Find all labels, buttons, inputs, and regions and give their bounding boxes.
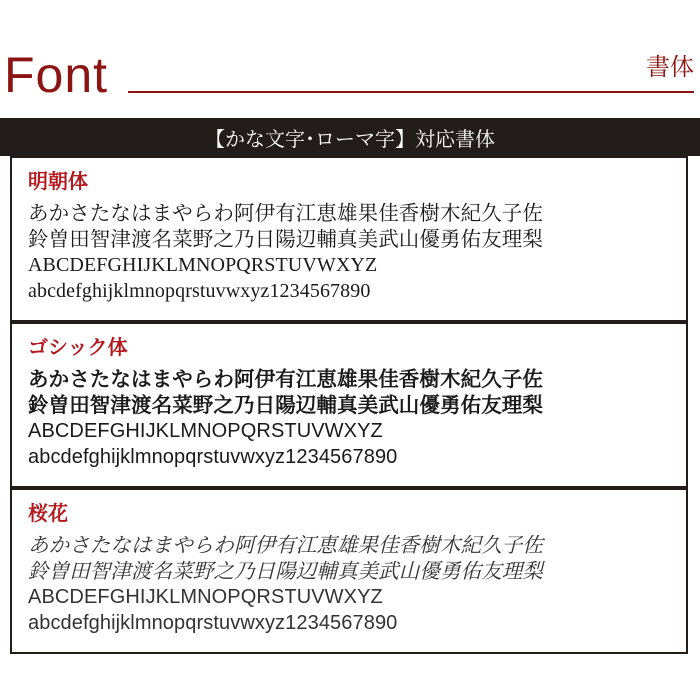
font-panel-gothic [10,322,688,488]
font-name: 桜花 [28,501,68,525]
sample-uppercase-line: ABCDEFGHIJKLMNOPQRSTUVWXYZ [28,586,383,608]
font-name: ゴシック体 [28,335,128,359]
font-name: 明朝体 [28,169,88,193]
banner-text: 【かな文字･ローマ字】対応書体 [205,126,495,151]
page-title: Font [4,47,109,103]
sample-lowercase-line: abcdefghijklmnopqrstuvwxyz1234567890 [28,280,371,302]
sample-kanji-line: 鈴曽田智津渡名菜野之乃日陽辺輔真美武山優勇佑友理梨 [28,559,543,583]
sample-kana-line: あかさたなはまやらわ阿伊有江恵雄果佳香樹木紀久子佐 [28,201,543,225]
page-header [0,0,700,118]
sample-lowercase-line: abcdefghijklmnopqrstuvwxyz1234567890 [28,612,398,634]
header-divider [128,91,694,93]
sample-kana-line: あかさたなはまやらわ阿伊有江恵雄果佳香樹木紀久子佐 [28,533,543,557]
sample-kanji-line: 鈴曽田智津渡名菜野之乃日陽辺輔真美武山優勇佑友理梨 [28,393,543,417]
sample-uppercase-line: ABCDEFGHIJKLMNOPQRSTUVWXYZ [28,420,383,442]
sample-lowercase-line: abcdefghijklmnopqrstuvwxyz1234567890 [28,446,398,468]
page-subtitle: 書体 [646,53,694,81]
font-panel-ouka [10,488,688,654]
sample-kanji-line: 鈴曽田智津渡名菜野之乃日陽辺輔真美武山優勇佑友理梨 [28,227,543,251]
sample-kana-line: あかさたなはまやらわ阿伊有江恵雄果佳香樹木紀久子佐 [28,367,543,391]
section-banner [0,118,700,156]
sample-uppercase-line: ABCDEFGHIJKLMNOPQRSTUVWXYZ [28,254,378,276]
font-panel-mincho [10,156,688,322]
